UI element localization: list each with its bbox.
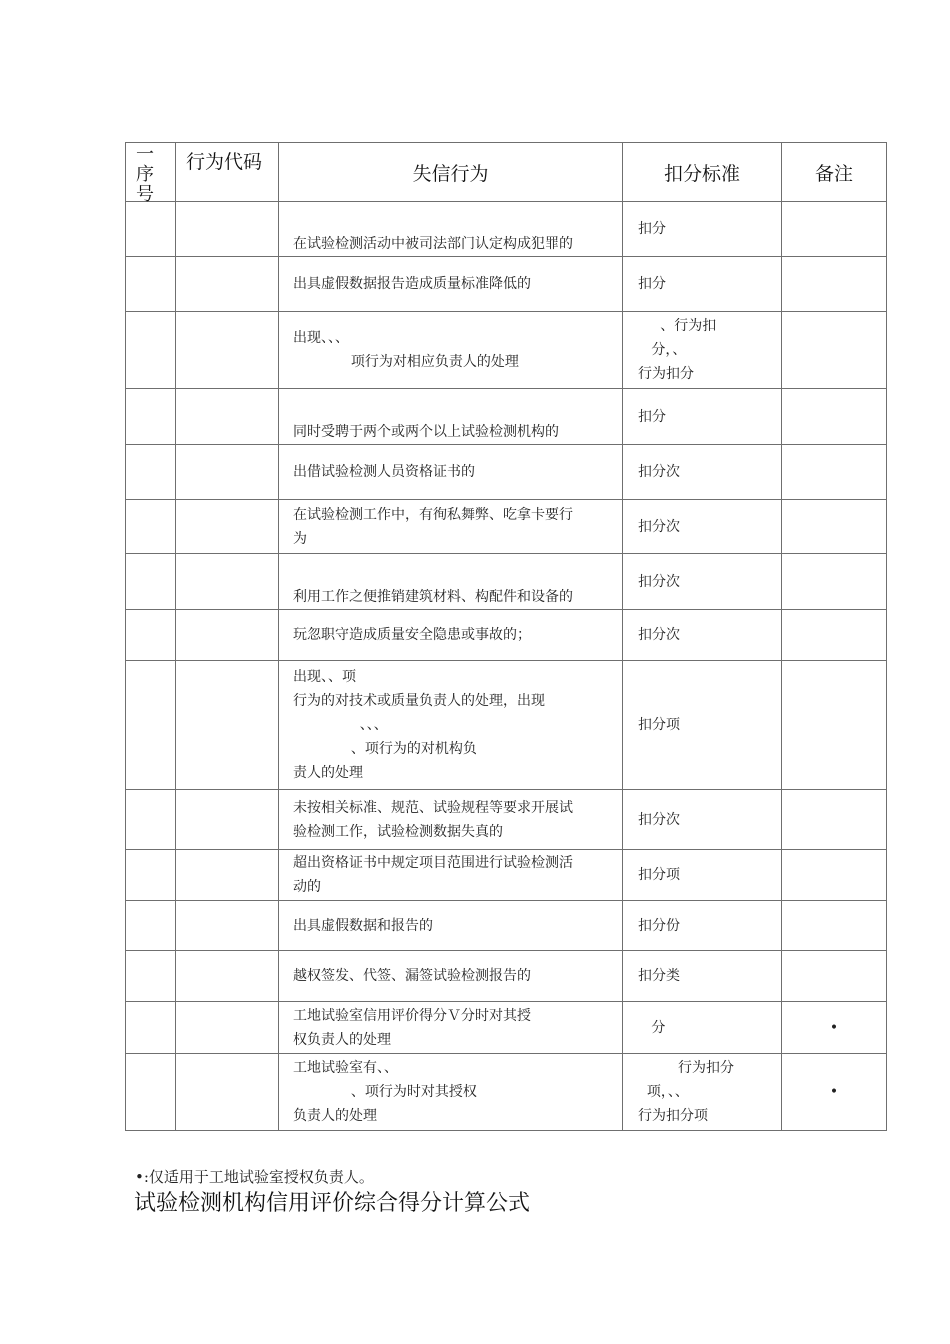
standard-cell: 扣分次 — [623, 554, 782, 610]
behavior-cell: 工地试验室有、、 、项行为时对其授权 负责人的处理 — [279, 1054, 623, 1131]
code-cell — [176, 951, 279, 1002]
penalty-table — [125, 142, 887, 1131]
behavior-cell: 出具虚假数据和报告的 — [279, 901, 623, 951]
behavior-cell: 越权签发、代签、漏签试验检测报告的 — [279, 951, 623, 1002]
standard-cell: 分 — [623, 1002, 782, 1054]
note-cell — [782, 554, 887, 610]
note-cell — [782, 850, 887, 901]
code-cell — [176, 257, 279, 312]
note-cell — [782, 790, 887, 850]
behavior-cell: 同时受聘于两个或两个以上试验检测机构的 — [279, 389, 623, 445]
seq-cell — [126, 312, 176, 389]
behavior-cell: 在试验检测工作中，有徇私舞弊、吃拿卡要行 为 — [279, 500, 623, 554]
table-row — [126, 850, 887, 901]
table-row — [126, 445, 887, 500]
seq-cell — [126, 901, 176, 951]
note-cell — [782, 951, 887, 1002]
behavior-cell: 超出资格证书中规定项目范围进行试验检测活 动的 — [279, 850, 623, 901]
table-row — [126, 1054, 887, 1131]
seq-cell — [126, 554, 176, 610]
table-row — [126, 610, 887, 661]
seq-cell — [126, 389, 176, 445]
seq-cell — [126, 661, 176, 790]
header-code: 行为代码 — [176, 143, 279, 202]
seq-cell — [126, 500, 176, 554]
standard-cell: 扣分次 — [623, 445, 782, 500]
note-cell — [782, 901, 887, 951]
code-cell — [176, 790, 279, 850]
table-row — [126, 257, 887, 312]
table-row — [126, 202, 887, 257]
code-cell — [176, 202, 279, 257]
code-cell — [176, 445, 279, 500]
behavior-cell: 在试验检测活动中被司法部门认定构成犯罪的 — [279, 202, 623, 257]
behavior-cell: 未按相关标准、规范、试验规程等要求开展试 验检测工作，试验检测数据失真的 — [279, 790, 623, 850]
header-seq — [126, 143, 176, 205]
table-row — [126, 790, 887, 850]
behavior-cell: 工地试验室信用评价得分Ｖ分时对其授 权负责人的处理 — [279, 1002, 623, 1054]
note-cell — [782, 202, 887, 257]
code-cell — [176, 901, 279, 951]
header-seq-dash: 一 — [136, 144, 154, 165]
code-cell — [176, 1002, 279, 1054]
seq-cell — [126, 445, 176, 500]
standard-cell: 行为扣分 项，、、 行为扣分项 — [623, 1054, 782, 1131]
behavior-cell: 出现、、、 项行为对相应负责人的处理 — [279, 312, 623, 389]
table-row — [126, 500, 887, 554]
standard-cell: 扣分次 — [623, 500, 782, 554]
behavior-cell: 玩忽职守造成质量安全隐患或事故的； — [279, 610, 623, 661]
code-cell — [176, 312, 279, 389]
seq-cell — [126, 790, 176, 850]
code-cell — [176, 661, 279, 790]
table-row — [126, 554, 887, 610]
seq-cell — [126, 1054, 176, 1131]
standard-cell: 扣分项 — [623, 850, 782, 901]
code-cell — [176, 389, 279, 445]
standard-cell: 扣分 — [623, 257, 782, 312]
seq-cell — [126, 610, 176, 661]
table-row — [126, 901, 887, 951]
behavior-cell: 出现、、项 行为的对技术或质量负责人的处理，出现 、、、 、项行为的对机构负 责人的处理 — [279, 661, 623, 790]
standard-cell: 扣分份 — [623, 901, 782, 951]
code-cell — [176, 554, 279, 610]
note-cell — [782, 661, 887, 790]
behavior-cell: 出借试验检测人员资格证书的 — [279, 445, 623, 500]
standard-cell: 扣分次 — [623, 790, 782, 850]
code-cell — [176, 610, 279, 661]
table-header-row — [126, 143, 887, 202]
note-cell — [782, 312, 887, 389]
standard-cell: 扣分项 — [623, 661, 782, 790]
seq-cell — [126, 1002, 176, 1054]
table-row — [126, 312, 887, 389]
seq-cell — [126, 951, 176, 1002]
standard-cell: 扣分 — [623, 202, 782, 257]
footnote: •:仅适用于工地试验室授权负责人。 — [135, 1168, 374, 1186]
seq-cell — [126, 257, 176, 312]
note-cell: • — [782, 1054, 887, 1131]
note-cell: • — [782, 1002, 887, 1054]
standard-cell: 扣分类 — [623, 951, 782, 1002]
note-cell — [782, 257, 887, 312]
seq-cell — [126, 202, 176, 257]
table-row — [126, 389, 887, 445]
code-cell — [176, 500, 279, 554]
standard-cell: 扣分 — [623, 389, 782, 445]
header-seq-label: 序 号 — [136, 164, 154, 205]
table-row — [126, 1002, 887, 1054]
behavior-cell: 出具虚假数据报告造成质量标准降低的 — [279, 257, 623, 312]
header-behavior: 失信行为 — [279, 143, 623, 202]
note-cell — [782, 445, 887, 500]
table-row — [126, 951, 887, 1002]
note-cell — [782, 610, 887, 661]
standard-cell: 扣分次 — [623, 610, 782, 661]
seq-cell — [126, 850, 176, 901]
standard-cell: 、行为扣 分，、 行为扣分 — [623, 312, 782, 389]
header-note: 备注 — [782, 143, 887, 202]
header-standard: 扣分标准 — [623, 143, 782, 202]
code-cell — [176, 1054, 279, 1131]
code-cell — [176, 850, 279, 901]
note-cell — [782, 500, 887, 554]
formula-section-title: 试验检测机构信用评价综合得分计算公式 — [134, 1191, 531, 1216]
table-row — [126, 661, 887, 790]
note-cell — [782, 389, 887, 445]
behavior-cell: 利用工作之便推销建筑材料、构配件和设备的 — [279, 554, 623, 610]
